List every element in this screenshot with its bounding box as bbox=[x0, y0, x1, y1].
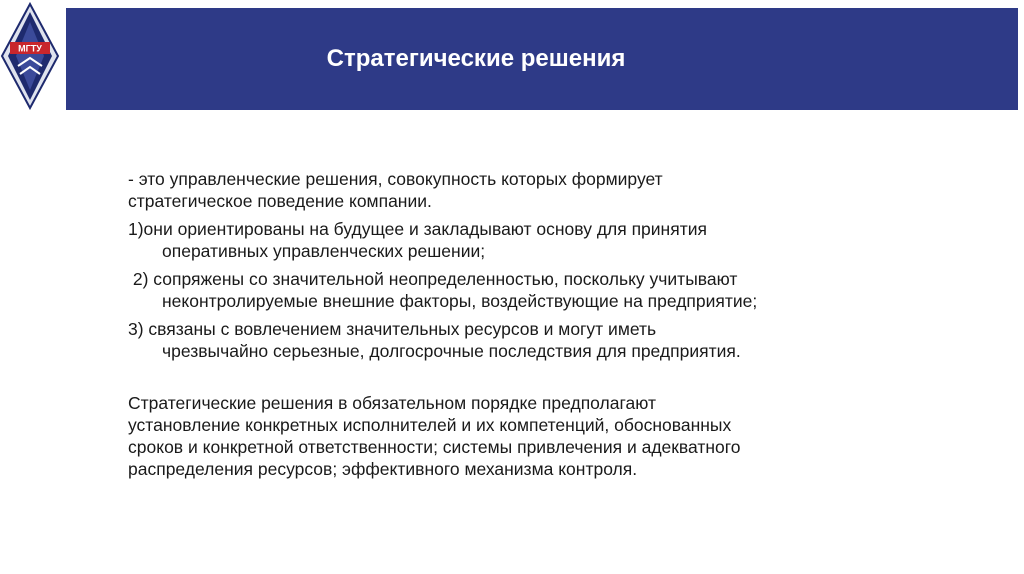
conclusion-line-2: установление конкретных исполнителей и их компетенций, обоснованных bbox=[128, 415, 732, 435]
slide-title: Стратегические решения bbox=[326, 45, 626, 72]
point-2-line-2: неконтролируемые внешние факторы, воздействующие на предприятие; bbox=[162, 291, 758, 311]
point-3-line-1: 3) связаны с вовлечением значительных ресурсов и могут иметь bbox=[128, 319, 657, 339]
definition-paragraph bbox=[128, 168, 888, 212]
conclusion-line-1: Стратегические решения в обязательном порядке предполагают bbox=[128, 393, 656, 413]
logo-text: МГТУ bbox=[18, 43, 42, 54]
definition-line-1: - это управленческие решения, совокупность которых формирует bbox=[128, 169, 663, 189]
point-2-line-1: 2) сопряжены со значительной неопределенностью, поскольку учитывают bbox=[128, 269, 738, 289]
university-logo-icon bbox=[0, 0, 60, 112]
point-1-line-1: 1)они ориентированы на будущее и закладывают основу для принятия bbox=[128, 219, 707, 239]
point-1-line-2: оперативных управленческих решении; bbox=[162, 241, 486, 261]
conclusion-line-3: сроков и конкретной ответственности; системы привлечения и адекватного bbox=[128, 437, 741, 457]
point-3 bbox=[128, 318, 888, 362]
point-1 bbox=[128, 218, 888, 262]
definition-line-2: стратегическое поведение компании. bbox=[128, 191, 432, 211]
conclusion-paragraph bbox=[128, 392, 888, 480]
point-2 bbox=[128, 268, 888, 312]
slide-content bbox=[128, 168, 888, 486]
conclusion-line-4: распределения ресурсов; эффективного механизма контроля. bbox=[128, 459, 638, 479]
point-3-line-2: чрезвычайно серьезные, долгосрочные последствия для предприятия. bbox=[162, 341, 741, 361]
